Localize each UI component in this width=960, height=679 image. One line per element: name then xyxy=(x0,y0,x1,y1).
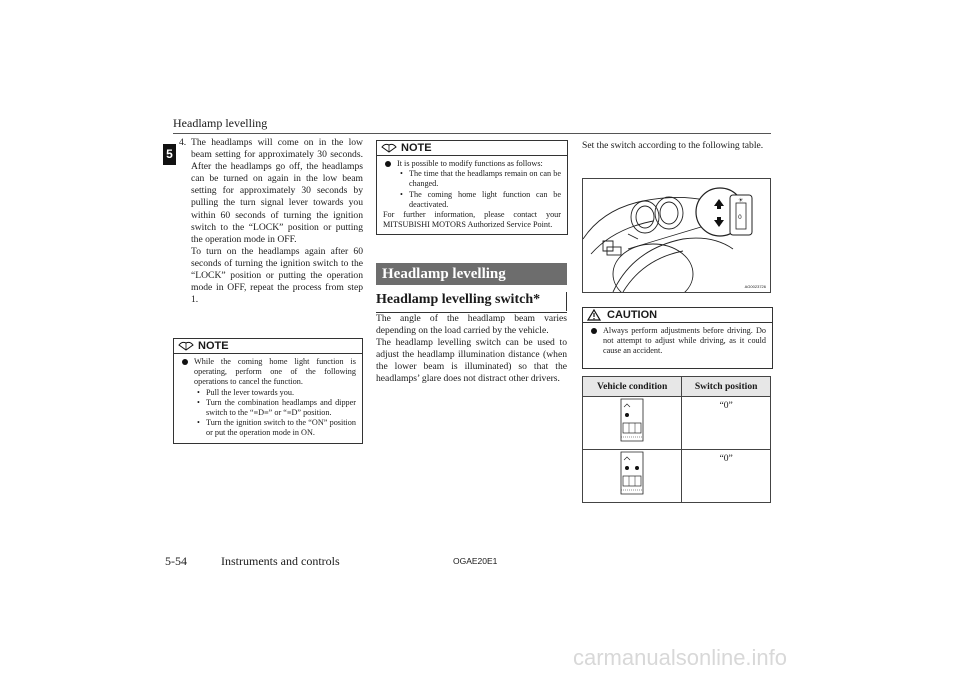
caution-header xyxy=(583,308,772,323)
bullet-icon xyxy=(385,161,391,167)
figure-id: AG0023726 xyxy=(744,284,766,289)
note-header xyxy=(377,141,567,156)
svg-text:☀: ☀ xyxy=(738,197,744,204)
note-icon xyxy=(178,340,194,351)
switch-position-cell: “0” xyxy=(682,397,771,450)
paragraph: The headlamp levelling switch can be used to adjust the headlamp illumination distance (when the lower beam is illuminated) so that the headlamps’ glare does not distract other drivers. xyxy=(376,337,567,385)
warning-icon xyxy=(587,309,601,321)
note-header xyxy=(174,339,362,354)
note-bullet xyxy=(383,159,561,210)
step-text-2: To turn on the headlamps again after 60 seconds of turning the ignition switch to the “LOCK” position or putting the operation mode in OFF, repeat the process from step 1. xyxy=(191,245,363,306)
note-body xyxy=(174,354,362,443)
step-text: The headlamps will come on in the low beam setting for approximately 30 seconds. After the headlamps go off, the headlamps can be turned on again in the low beam setting for approximately 30 seconds by pulling the turn signal lever towards you within 60 seconds of turning the ignition switch to the “LOCK” position or putting the operation mode in OFF. xyxy=(191,137,363,245)
note-body xyxy=(377,156,567,234)
paragraph: The angle of the headlamp beam varies depending on the load carried by the vehicle. xyxy=(376,313,567,337)
note-footer: For further information, please contact your MITSUBISHI MOTORS Authorized Service Point. xyxy=(383,210,561,230)
watermark: carmanualsonline.info xyxy=(573,645,788,670)
note-icon xyxy=(381,142,397,153)
caution-box xyxy=(582,307,773,369)
dashboard-figure xyxy=(582,178,771,293)
header-switch-position: Switch position xyxy=(682,377,771,397)
caution-text: Always perform adjustments before driving. Do not attempt to adjust while driving, as it could cause an accident. xyxy=(603,326,766,356)
subheading: Headlamp levelling switch* xyxy=(376,292,567,313)
table-row xyxy=(583,450,771,503)
footer-code: OGAE20E1 xyxy=(453,556,498,566)
page-number: 5-54 xyxy=(165,554,187,568)
note-lead: It is possible to modify functions as follows: xyxy=(397,159,543,168)
intro-text: Set the switch according to the following table. xyxy=(582,140,764,151)
column-1 xyxy=(177,137,363,306)
table-header-row xyxy=(583,377,771,397)
section-banner: Headlamp levelling xyxy=(376,263,567,285)
chapter-tab: 5 xyxy=(163,144,176,165)
note-title: NOTE xyxy=(198,340,229,352)
note-subitem: • Pull the lever towards you. xyxy=(197,387,294,397)
note-subitem: • The coming home light function can be deactivated. xyxy=(400,189,561,209)
footer-title: Instruments and controls xyxy=(221,554,340,568)
table-row xyxy=(583,397,771,450)
vehicle-condition-cell xyxy=(583,397,682,450)
section-body xyxy=(376,313,567,386)
note-title: NOTE xyxy=(401,142,432,154)
note-subitem: • The time that the headlamps remain on can be changed. xyxy=(400,169,561,189)
note-box-1 xyxy=(173,338,363,444)
svg-text:0: 0 xyxy=(738,214,742,221)
switch-position-table xyxy=(582,376,771,503)
switch-position-cell: “0” xyxy=(682,450,771,503)
note-box-2 xyxy=(376,140,568,235)
subheading-rule xyxy=(566,292,567,311)
step-4 xyxy=(177,137,363,306)
header-rule xyxy=(173,133,771,134)
note-lead: While the coming home light function is operating, perform one of the following operations to cancel the function. xyxy=(194,357,356,387)
column-3 xyxy=(582,140,770,152)
bullet-icon xyxy=(591,328,597,334)
caution-bullet xyxy=(589,326,766,357)
header-vehicle-condition: Vehicle condition xyxy=(583,377,682,397)
vehicle-condition-cell xyxy=(583,450,682,503)
bullet-icon xyxy=(182,359,188,365)
vehicle-load-icon xyxy=(617,450,647,496)
running-head: Headlamp levelling xyxy=(173,116,268,130)
vehicle-load-icon xyxy=(617,397,647,443)
note-bullet xyxy=(180,357,356,439)
caution-title: CAUTION xyxy=(607,309,658,321)
caution-body xyxy=(583,323,772,361)
dashboard-illustration xyxy=(583,179,770,292)
note-subitem: • Turn the combination headlamps and dipper switch to the “≡D≡” or “≡D” position. xyxy=(197,397,356,418)
note-subitem: • Turn the ignition switch to the “ON” position or put the operation mode in ON. xyxy=(197,418,356,438)
step-number: 4. xyxy=(179,137,187,148)
